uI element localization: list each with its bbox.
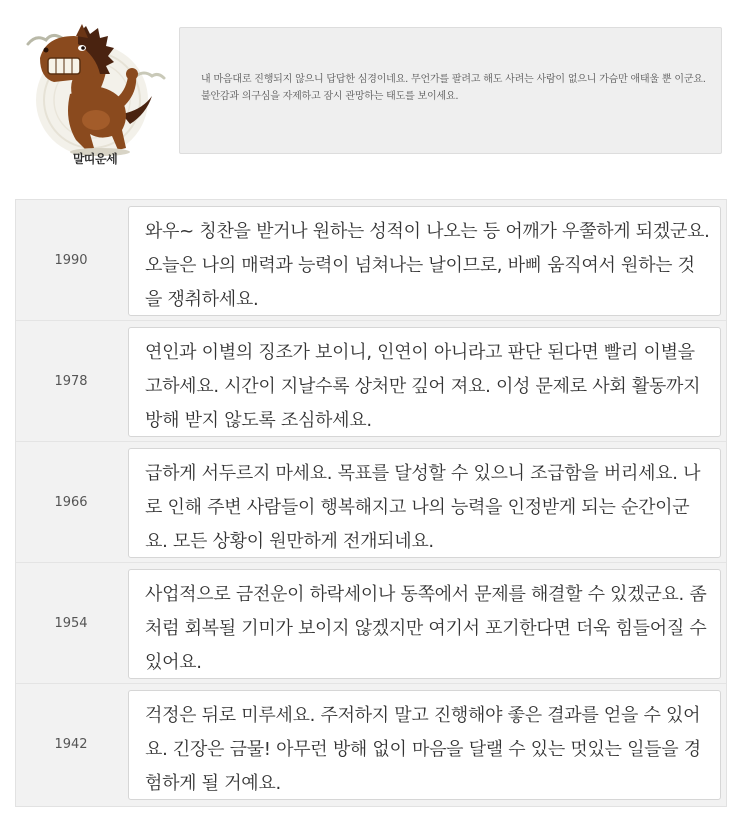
fortune-by-year-table: [15, 199, 727, 807]
birth-year: 1954: [54, 616, 88, 631]
birth-year: 1966: [54, 495, 88, 510]
mascot-caption: 말띠운세: [72, 152, 118, 166]
birth-year: 1990: [54, 253, 88, 268]
horse-mascot-icon: [18, 18, 178, 158]
fortune-text: 사업적으로 금전운이 하락세이나 동쪽에서 문제를 해결할 수 있겠군요. 좀처럼 회복될 기미가 보이지 않겠지만 여기서 포기한다면 더욱 힘들어질 수 있어요.: [145, 584, 707, 673]
fortune-card: [128, 206, 721, 316]
fortune-card: [128, 327, 721, 437]
birth-year: 1978: [54, 374, 88, 389]
fortune-card: [128, 569, 721, 679]
fortune-row: [16, 684, 726, 805]
daily-summary-text: 내 마음대로 진행되지 않으니 답답한 심경이네요. 무언가를 팔려고 해도 사려는 사람이 없으니 가슴만 애태울 뿐 이군요. 불안감과 의구심을 자제하고 잠시 관망하는 태도를 보이세요.: [201, 74, 706, 102]
fortune-text: 급하게 서두르지 마세요. 목표를 달성할 수 있으니 조급함을 버리세요. 나로 인해 주변 사람들이 행복해지고 나의 능력을 인정받게 되는 순간이군요. 모든 상황이 원만하게 전개되네요.: [145, 463, 701, 552]
fortune-text: 와우~ 칭찬을 받거나 원하는 성적이 나오는 등 어깨가 우쭐하게 되겠군요. 오늘은 나의 매력과 능력이 넘쳐나는 날이므로, 바삐 움직여서 원하는 것을 쟁취하세요.: [145, 221, 710, 310]
daily-summary-box: [179, 27, 722, 154]
horse-mascot: [18, 18, 178, 178]
fortune-row: [16, 442, 726, 563]
fortune-row: [16, 321, 726, 442]
fortune-card: [128, 690, 721, 800]
fortune-row: [16, 563, 726, 684]
fortune-row: [16, 200, 726, 321]
fortune-card: [128, 448, 721, 558]
birth-year: 1942: [54, 737, 88, 752]
fortune-text: 걱정은 뒤로 미루세요. 주저하지 말고 진행해야 좋은 결과를 얻을 수 있어요. 긴장은 금물! 아무런 방해 없이 마음을 달랠 수 있는 멋있는 일들을 경험하게 될 거예요.: [145, 705, 701, 794]
fortune-header: [18, 18, 728, 178]
fortune-text: 연인과 이별의 징조가 보이니, 인연이 아니라고 판단 된다면 빨리 이별을 고하세요. 시간이 지날수록 상처만 깊어 져요. 이성 문제로 사회 활동까지 방해 받지 않도록 조심하세요.: [145, 342, 701, 431]
